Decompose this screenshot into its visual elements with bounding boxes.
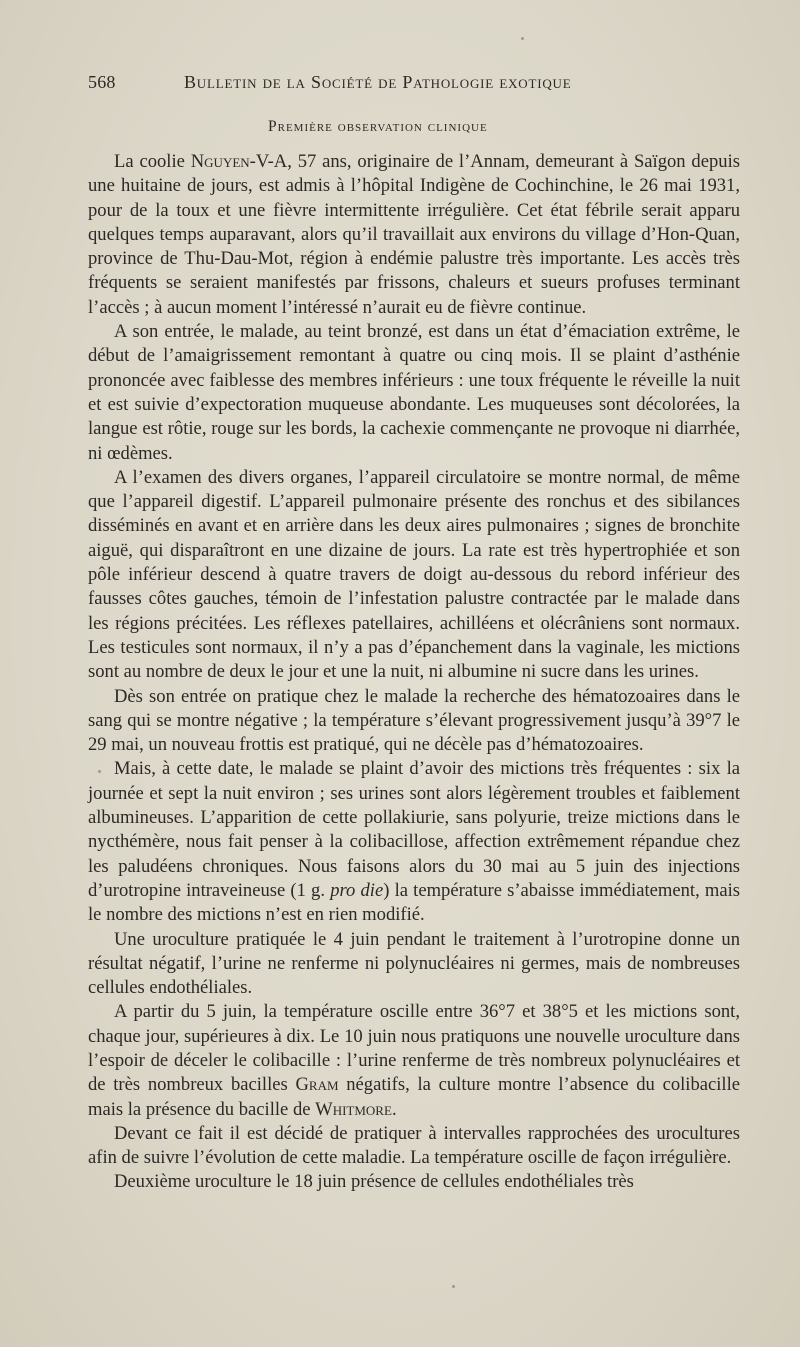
paragraph-1-lead: La coolie <box>114 151 191 172</box>
paper-speck <box>452 1285 455 1288</box>
dosage-italic: pro die <box>330 879 384 901</box>
paragraph-1-text: , 57 ans, originaire de l’Annam, demeurant à Saïgon depuis une huitaine de jours, est admis à l’hôpital Indigène de Cochinchine, le 26 mai 1931, pour de la toux et une fièvre intermittente irrégulière. Cet état fébrile serait apparu quelques temps auparavant, alors qu’il travaillait aux environs du village d’Hon-Quan, province de Thu-Dau-Mot, région à endémie palustre très importante. Les accès très fréquents se seraient manifestés par frissons, chaleurs et sueurs profuses terminant l’accès ; à aucun moment l’intéressé n’aurait eu de fièvre continue. <box>88 151 740 318</box>
paragraph-5-text: Mais, à cette date, le malade se plaint d’avoir des mictions très fréquentes : six la journée et sept la nuit environ ; ses urines sont alors légèrement troubles et faiblement albumineuses. L’apparition de cette pollakiurie, sans polyurie, treize mictions dans le nycthémère, nous fait penser à la colibacillose, affection extrêmement répandue chez les paludéens chroniques. Nous faisons alors du 30 mai au 5 juin des injections d’urotropine intraveineuse (1 g. <box>88 758 740 901</box>
page-number: 568 <box>88 72 116 92</box>
paragraph-6: Une uroculture pratiquée le 4 juin pendant le traitement à l’urotropine donne un résultat négatif, l’urine ne renferme ni polynucléaires ni germes, mais de nombreuses cellules endothéliales. <box>88 928 740 999</box>
paper-speck <box>521 37 524 40</box>
paper-speck <box>98 770 101 773</box>
paragraph-3: A l’examen des divers organes, l’appareil circulatoire se montre normal, de même que l’appareil digestif. L’appareil pulmonaire présente des ronchus et des sibilances disséminés en avant et en arrière dans les deux aires pulmonaires ; signes de bronchite aiguë, qui disparaîtront en une dizaine de jours. La rate est très hypertrophiée et son pôle inférieur descend à quatre travers de doigt au-dessous du rebord inférieur des fausses côtes gauches, témoin de l’infestation palustre contractée par le malade dans les régions précitées. Les réflexes patellaires, achilléens et olécrâniens sont normaux. Les testicules sont normaux, il n’y a pas d’épanchement dans la vaginale, les mictions sont au nombre de deux le jour et une la nuit, ni albumine ni sucre dans les urines. <box>88 466 740 683</box>
gram-term: Gram <box>295 1074 339 1096</box>
section-title: Première observation clinique <box>268 118 488 135</box>
journal-title: Bulletin de la Société de Pathologie exotique <box>184 72 572 92</box>
running-head <box>88 72 648 98</box>
paragraph-9: Deuxième uroculture le 18 juin présence de cellules endothéliales très <box>114 1171 634 1193</box>
paragraph-7 <box>88 1000 740 1121</box>
paragraph-7-tail: . <box>391 1098 397 1120</box>
paragraph-1 <box>88 150 740 320</box>
paragraph-7-text: A partir du 5 juin, la température oscille entre 36°7 et 38°5 et les mictions sont, chaque jour, supérieures à dix. Le 10 juin nous pratiquons une nouvelle uroculture dans l’espoir de déceler le colibacille : l’urine renferme de très nombreux polynucléaires et de très nombreux bacilles <box>88 1001 740 1096</box>
paragraph-8: Devant ce fait il est décidé de pratiquer à intervalles rapprochées des urocultures afin de suivre l’évolution de cette maladie. La température oscille de façon irrégulière. <box>88 1122 740 1169</box>
paragraph-4: Dès son entrée on pratique chez le malade la recherche des hématozoaires dans le sang qui se montre négative ; la température s’élevant progressivement jusqu’à 39°7 le 29 mai, un nouveau frottis est pratiqué, qui ne décèle pas d’hématozoaires. <box>88 685 740 756</box>
article-body <box>88 150 740 1195</box>
paragraph-7-mid: négatifs, la culture montre l’absence du colibacille mais la présence du bacille de <box>88 1074 741 1120</box>
whitmore-term: Whitmore <box>315 1098 392 1120</box>
patient-name: Nguyen-V-A <box>190 151 288 172</box>
paragraph-5 <box>88 757 740 927</box>
paragraph-5-tail: ) la température s’abaisse immédiatement, mais le nombre des mictions n’est en rien modifié. <box>88 879 741 926</box>
paragraph-2: A son entrée, le malade, au teint bronzé, est dans un état d’émaciation extrême, le début de l’amaigrissement remontant à quatre ou cinq mois. Il se plaint d’asthénie prononcée avec faiblesse des membres inférieurs : une toux fréquente le réveille la nuit et est suivie d’expectoration muqueuse abondante. Les muqueuses sont décolorées, la langue est rôtie, rouge sur les bords, la cachexie commençante ne provoque ni diarrhée, ni œdèmes. <box>88 321 740 464</box>
